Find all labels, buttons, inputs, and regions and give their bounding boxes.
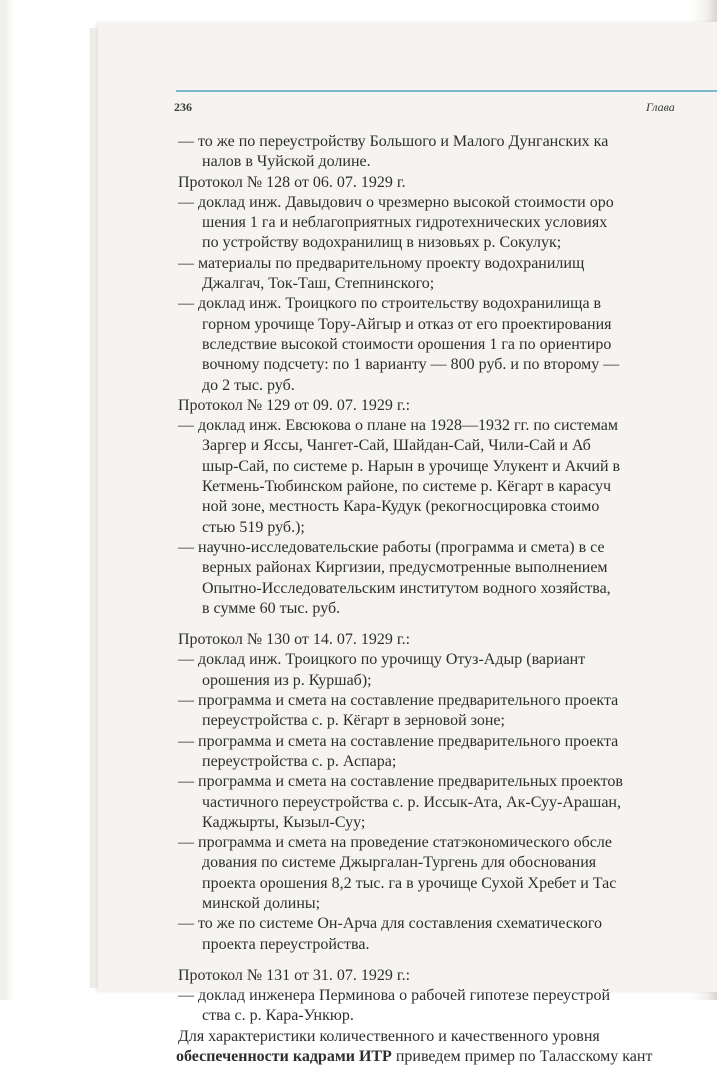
- text-line: Заргер и Яссы, Чангет-Сай, Шайдан-Сай, Чили-Сай и Аб: [202, 437, 591, 455]
- paragraph-gap: [176, 955, 717, 966]
- text-line: — то же по системе Он-Арча для составления схематического: [178, 915, 603, 933]
- text-line: — программа и смета на проведение статэкономического обсле: [178, 834, 612, 852]
- text-line: ной зоне, местность Кара-Кудук (рекогносцировка стоимо: [202, 498, 600, 516]
- text-line: — научно-исследовательские работы (программа и смета) в се: [178, 538, 605, 556]
- text-line: стью 519 руб.);: [202, 518, 305, 536]
- text-line: вочному подсчету: по 1 варианту — 800 руб. и по второму —: [202, 356, 620, 374]
- text-line: — материалы по предварительному проекту водохранилищ: [178, 254, 585, 272]
- text-line: верных районах Киргизии, предусмотренные выполнением: [202, 559, 608, 577]
- text-line: проекта переустройства.: [202, 935, 370, 953]
- text-line: — доклад инж. Давыдович о чрезмерно высокой стоимости оро: [178, 193, 614, 211]
- text-line: налов в Чуйской долине.: [202, 153, 371, 171]
- header-rule: [176, 90, 717, 92]
- text-line: Протокол № 128 от 06. 07. 1929 г.: [178, 173, 406, 191]
- text-line: по устройству водохранилищ в низовьях р. Сокулук;: [202, 234, 562, 252]
- text-line: — то же по переустройству Большого и Малого Дунганских ка: [178, 133, 609, 150]
- line-remainder: приведем пример по Таласскому кант: [391, 1048, 653, 1066]
- page-number: 236: [174, 100, 192, 114]
- text-line: орошения из р. Куршаб);: [202, 671, 372, 689]
- text-line: ства с. р. Кара-Ункюр.: [202, 1007, 354, 1025]
- text-line: Протокол № 129 от 09. 07. 1929 г.:: [178, 396, 411, 414]
- text-line: шыр-Сай, по системе р. Нарын в урочище Улукент и Акчий в: [202, 457, 621, 475]
- text-line: минской долины;: [202, 894, 321, 912]
- text-line: частичного переустройства с. р. Иссык-Ата, Ак-Суу-Арашан,: [202, 793, 621, 811]
- text-line: Каджырты, Кызыл-Суу;: [202, 813, 366, 831]
- text-line: горном урочище Тору-Айгыр и отказ от его проектирования: [202, 315, 612, 333]
- text-line: — программа и смета на составление предварительного проекта: [178, 692, 619, 710]
- text-line: — доклад инженера Перминова о рабочей гипотезе переустрой: [178, 987, 611, 1005]
- text-line-last: [176, 1047, 717, 1067]
- text-line: переустройства с. р. Аспара;: [202, 752, 397, 770]
- text-line: — программа и смета на составление предварительных проектов: [178, 773, 623, 791]
- page-text-body: [176, 132, 717, 1067]
- text-line: до 2 тыс. руб.: [202, 376, 295, 394]
- paragraph-gap: [176, 619, 717, 630]
- text-line: Для характеристики количественного и качественного уровня: [178, 1027, 600, 1045]
- text-line: Протокол № 130 от 14. 07. 1929 г.:: [178, 631, 411, 649]
- text-line: дования по системе Джыргалан-Тургень для обоснования: [202, 854, 597, 872]
- text-line: Джалгач, Ток-Таш, Степнинского;: [202, 275, 435, 293]
- text-line: шения 1 га и неблагоприятных гидротехнических условиях: [202, 214, 608, 232]
- text-line: вследствие высокой стоимости орошения 1 га по ориентиро: [202, 335, 612, 353]
- text-line: — доклад инж. Евсюкова о плане на 1928—1932 гг. по системам: [178, 417, 618, 435]
- text-line: Кетмень-Тюбинском районе, по системе р. Кёгарт в карасуч: [202, 478, 612, 496]
- text-line: — программа и смета на составление предварительного проекта: [178, 732, 619, 750]
- text-line: — доклад инж. Троицкого по урочищу Отуз-Адыр (вариант: [178, 651, 586, 669]
- running-head-chapter: Глава: [646, 100, 675, 114]
- book-page: [98, 22, 717, 1066]
- book-page-edge: [90, 28, 98, 988]
- text-line: Протокол № 131 от 31. 07. 1929 г.:: [178, 966, 411, 984]
- text-line: проекта орошения 8,2 тыс. га в урочище Сухой Хребет и Тас: [202, 874, 617, 892]
- text-line: Опытно-Исследовательским институтом водного хозяйства,: [202, 579, 611, 597]
- text-line: переустройства с. р. Кёгарт в зерновой зоне;: [202, 712, 505, 730]
- text-line: — доклад инж. Троицкого по строительству водохранилища в: [178, 295, 602, 313]
- bold-phrase: обеспеченности кадрами ИТР: [176, 1048, 392, 1066]
- text-line: в сумме 60 тыс. руб.: [202, 599, 341, 617]
